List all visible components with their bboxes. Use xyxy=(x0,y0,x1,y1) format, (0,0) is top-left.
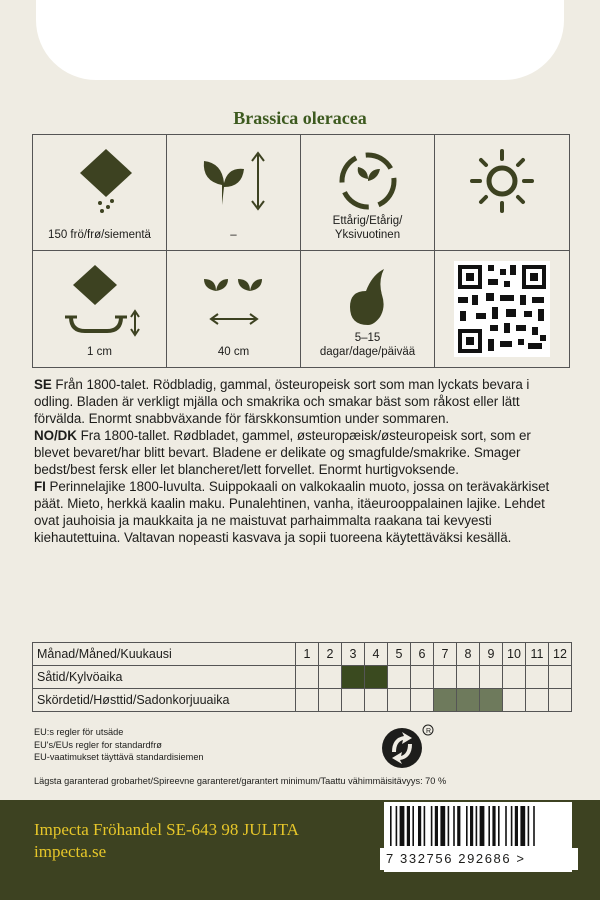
harvest-cell xyxy=(342,689,365,712)
barcode-bar xyxy=(435,806,438,846)
packet-window xyxy=(36,0,564,80)
lang-tag-fi: FI xyxy=(34,479,46,494)
sowing-depth-icon xyxy=(55,261,145,337)
barcode-bar xyxy=(424,806,426,846)
sowing-calendar xyxy=(32,642,572,712)
month-3: 3 xyxy=(342,643,365,666)
website-link[interactable]: impecta.se xyxy=(34,842,107,861)
harvest-cell xyxy=(457,689,480,712)
month-9: 9 xyxy=(480,643,503,666)
barcode-bar xyxy=(390,806,392,846)
barcode-bar xyxy=(528,806,530,846)
harvest-cell xyxy=(411,689,434,712)
description-no-text: Fra 1800-tallet. Rødbladet, gammel, østeuropæisk/østeuropeisk sort, som er blevet bevaret/har blitt bevart. Bladene er delikate og smagfulde/smakrike. Smager bedst/best fersk eller let blancheret/lett forvellet. Enormt hurtigvoksende. xyxy=(34,428,531,477)
barcode-bar xyxy=(440,806,445,846)
sow-cell xyxy=(457,666,480,689)
sow-cell xyxy=(526,666,549,689)
barcode-bar xyxy=(457,806,460,846)
seed-count-cell xyxy=(33,135,167,251)
germination-label: 5–15 dagar/dage/päivää xyxy=(319,332,416,358)
species-name: Brassica oleracea xyxy=(233,108,367,128)
lang-tag-se: SE xyxy=(34,377,52,392)
barcode-bar xyxy=(418,806,421,846)
month-12: 12 xyxy=(549,643,572,666)
barcode-bar xyxy=(431,806,433,846)
annual-cycle-icon xyxy=(328,145,408,215)
description xyxy=(34,376,568,546)
plant-spacing-cell xyxy=(167,251,301,367)
sow-cell xyxy=(434,666,457,689)
harvest-cell xyxy=(434,689,457,712)
harvest-cell xyxy=(296,689,319,712)
sow-cell xyxy=(503,666,526,689)
lang-tag-no: NO/DK xyxy=(34,428,77,443)
month-5: 5 xyxy=(388,643,411,666)
harvest-cell xyxy=(503,689,526,712)
germination-guarantee: Lägsta garanterad grobarhet/Spireevne garanteret/garantert minimum/Taattu vähimmäisitävyys: 70 % xyxy=(34,776,447,786)
month-7: 7 xyxy=(434,643,457,666)
month-6: 6 xyxy=(411,643,434,666)
barcode-bar xyxy=(396,806,398,846)
seed-count-label: 150 frö/frø/siementä xyxy=(48,229,151,241)
sow-cell xyxy=(342,666,365,689)
barcode-bar xyxy=(412,806,414,846)
qr-code-icon[interactable] xyxy=(452,259,552,359)
annual-cycle-cell xyxy=(301,135,435,251)
sun-icon xyxy=(462,145,542,215)
harvest-cell xyxy=(365,689,388,712)
plant-spacing-icon xyxy=(194,261,274,331)
barcode-number: 7 332756 292686 > xyxy=(380,848,578,870)
sprout-height-icon xyxy=(194,145,274,215)
barcode-bar xyxy=(476,806,478,846)
barcode-bar xyxy=(407,806,410,846)
description-no xyxy=(34,427,568,478)
sprout-height-cell xyxy=(167,135,301,251)
sow-cell xyxy=(365,666,388,689)
harvest-cell xyxy=(526,689,549,712)
calendar-header-row xyxy=(33,643,572,666)
calendar-row-harvest xyxy=(33,689,572,712)
seed-count-icon xyxy=(60,145,140,215)
barcode-bar xyxy=(448,806,450,846)
harvest-cell xyxy=(480,689,503,712)
sow-label: Såtid/Kylvöaika xyxy=(33,666,296,689)
legal-line-se: EU:s regler för utsäde xyxy=(34,727,124,737)
legal-line-fi: EU-vaatimukset täyttävä standardisiemen xyxy=(34,752,204,762)
harvest-cell xyxy=(388,689,411,712)
harvest-label: Skördetid/Høsttid/Sadonkorjuuaika xyxy=(33,689,296,712)
barcode-bar xyxy=(515,806,518,846)
month-11: 11 xyxy=(526,643,549,666)
description-fi xyxy=(34,478,568,546)
barcode-bar xyxy=(511,806,513,846)
barcode-bar xyxy=(488,806,490,846)
barcode-bar xyxy=(400,806,405,846)
barcode-bar xyxy=(533,806,535,846)
sow-cell xyxy=(549,666,572,689)
month-1: 1 xyxy=(296,643,319,666)
description-se-text: Från 1800-talet. Rödbladig, gammal, östeuropeisk sort som man lyckats bevara i odling. Bladen är verkligt mjälla och smakrika och smakar bäst som råkost eller lätt förvälda. Enormt snabbväxande för färskkonsumtion under sommaren. xyxy=(34,377,530,426)
company-address: Impecta Fröhandel SE-643 98 JULITA xyxy=(34,820,299,839)
barcode-bar xyxy=(466,806,468,846)
month-10: 10 xyxy=(503,643,526,666)
barcode-bar xyxy=(492,806,495,846)
harvest-cell xyxy=(319,689,342,712)
annual-cycle-label: Ettårig/Etårig/ Yksivuotinen xyxy=(332,215,403,241)
plant-spacing-label: 40 cm xyxy=(217,346,250,358)
barcode-bar xyxy=(480,806,485,846)
sow-cell xyxy=(388,666,411,689)
germination-icon xyxy=(328,261,408,331)
eu-regulations xyxy=(34,726,204,764)
month-4: 4 xyxy=(365,643,388,666)
sowing-depth-label: 1 cm xyxy=(87,346,112,358)
germination-cell xyxy=(301,251,435,367)
icon-grid xyxy=(32,134,570,368)
sow-cell xyxy=(411,666,434,689)
sprout-height-label: – xyxy=(230,229,237,241)
sowing-depth-cell xyxy=(33,251,167,367)
barcode-bar xyxy=(470,806,473,846)
qr-cell xyxy=(435,251,569,367)
description-fi-text: Perinnelajike 1800-luvulta. Suippokaali on valkokaalin muoto, jossa on terävakärkiset päät. Mieto, herkkä kaalin maku. Punalehtinen, vanha, itäeurooppalainen lajike. Lehdet ovat jauhoisia ja maukkaita ja ne maistuvat parhaimmalta raakana tai kevyesti kiehautettuina. Valtavan nopeasti kasvava ja sopii tuoreena käytettäväksi kesällä. xyxy=(34,479,550,545)
barcode-bar xyxy=(498,806,500,846)
month-8: 8 xyxy=(457,643,480,666)
sow-cell xyxy=(319,666,342,689)
sow-cell xyxy=(296,666,319,689)
description-se xyxy=(34,376,568,427)
barcode-bar xyxy=(505,806,507,846)
calendar-row-sow xyxy=(33,666,572,689)
svg-text:R: R xyxy=(426,728,432,735)
barcode-bar xyxy=(520,806,525,846)
sun-cell xyxy=(435,135,569,251)
calendar-header: Månad/Måned/Kuukausi xyxy=(33,643,296,666)
green-dot-recycle-icon xyxy=(380,722,436,772)
sow-cell xyxy=(480,666,503,689)
harvest-cell xyxy=(549,689,572,712)
legal-line-no: EU's/EUs regler for standardfrø xyxy=(34,739,162,750)
barcode-bar xyxy=(453,806,455,846)
month-2: 2 xyxy=(319,643,342,666)
